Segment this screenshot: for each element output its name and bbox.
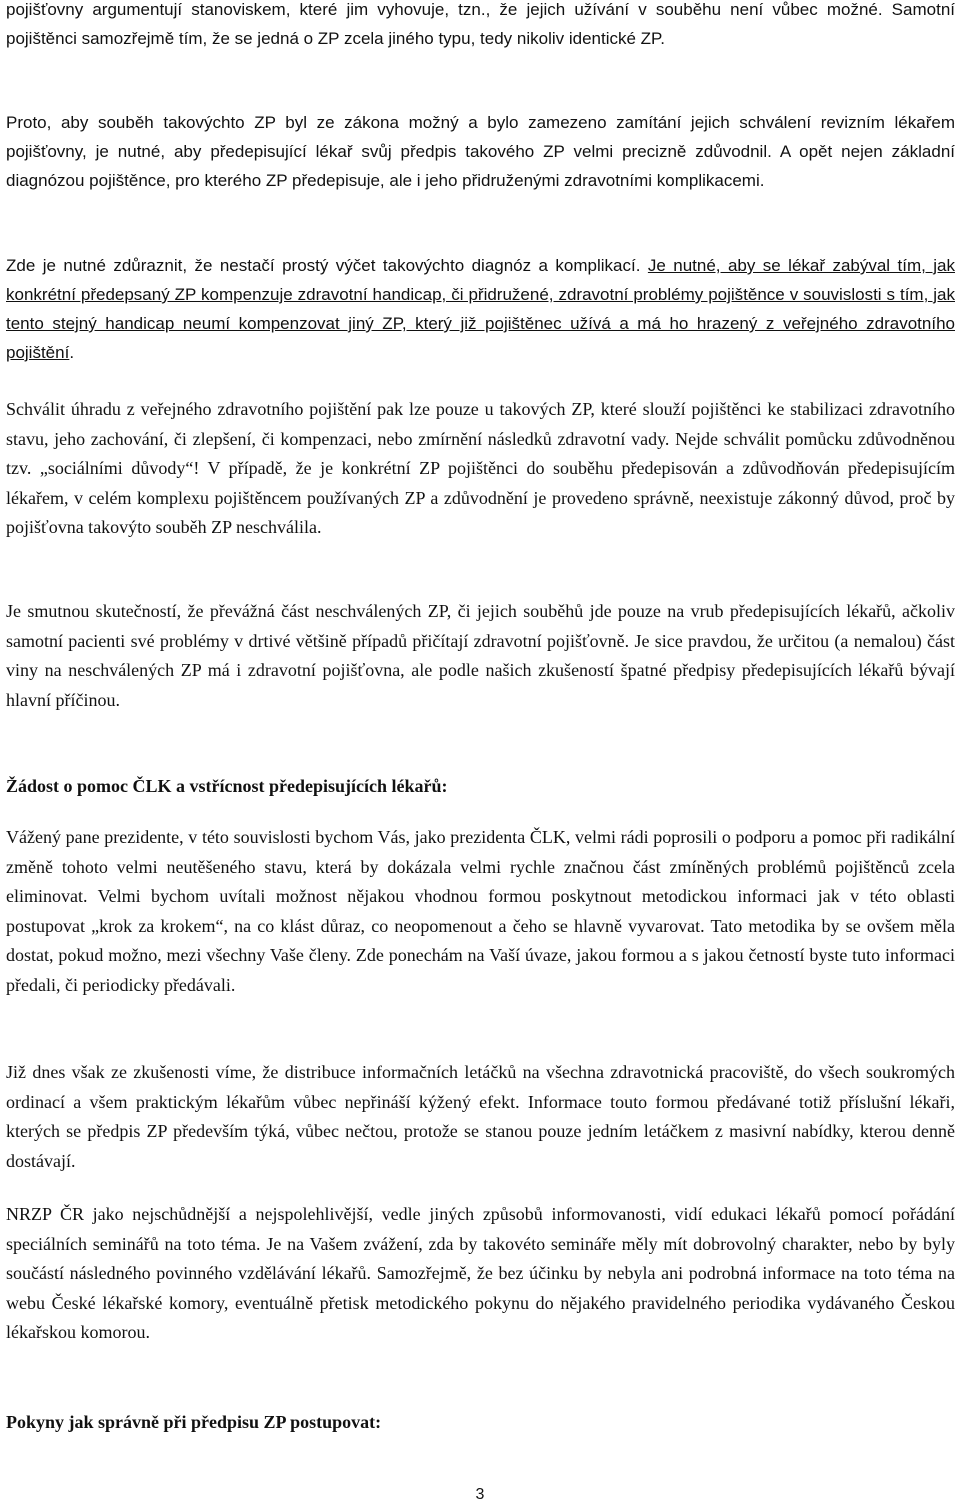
page-number: 3 xyxy=(475,1486,485,1503)
paragraph-nrzp-semináře: NRZP ČR jako nejschůdnější a nejspolehlivější, vedle jiných způsobů informovanosti, vidí edukaci lékařů pomocí pořádání speciálních seminářů na toto téma. Je na Vašem zvážení, zda by takovéto semináře měly mít dobrovolný charakter, nebo by byly součástí následného povinného vzdělávání lékařů. Samozřejmě, že bez účinku by nebyla ani podrobná informace na toto téma na webu České lékařské komory, eventuálně přetisk metodického pokynu do nějakého pravidelného periodika vydávaného Českou lékařskou komorou. xyxy=(6,1204,955,1342)
paragraph-výčet-plain: Zde je nutné zdůraznit, že nestačí prostý výčet takovýchto diagnóz a komplikací. xyxy=(6,256,648,275)
paragraph-letáčky: Již dnes však ze zkušenosti víme, že distribuce informačních letáčků na všechna zdravotnická pracoviště, do všech soukromých ordinací a všem praktickým lékařům vůbec nepřináší kýžený efekt. Informace touto formou předávané totiž příslušní lékaři, kterých se předpis ZP především týká, vůbec nečtou, protože se stanou pouze jedním letáčkem z masivní nabídky, kterou denně dostávají. xyxy=(6,1062,955,1171)
paragraph-výčet-diagnóz xyxy=(6,251,955,367)
paragraph-vážený-pane: Vážený pane prezidente, v této souvislosti bychom Vás, jako prezidenta ČLK, velmi rádi poprosili o podporu a pomoc při radikální změně tohoto velmi neutěšeného stavu, která by dokázala velmi rychle značnou část zmíněných problémů pojištěnců zcela eliminovat. Velmi bychom uvítali možnost nějakou vhodnou formou poskytnout metodickou informaci jak v této oblasti postupovat „krok za krokem“, na co klást důraz, co neopomenout a čeho se hlavně vyvarovat. Tato metodika by se ovšem měla dostat, pokud možno, mezi všechny Vaše členy. Zde ponechám na Vaší úvaze, jakou formou a s jakou četností byste tuto informaci předali, či periodicky předávali. xyxy=(6,827,955,995)
paragraph-výčet-underlined: Je nutné, aby se lékař zabýval tím, jak konkrétní předepsaný ZP kompenzuje zdravotní handicap, či přidružené, zdravotní problémy pojištěnce v souvislosti s tím, jak tento stejný handicap neumí kompenzovat jiný ZP, který již pojištěnec užívá a má ho hrazený z veřejného zdravotního pojištění xyxy=(6,256,955,362)
paragraph-souběh-zdůvodnění: Proto, aby souběh takovýchto ZP byl ze zákona možný a bylo zamezeno zamítání jejich schválení revizním lékařem pojišťovny, je nutné, aby předepisující lékař svůj předpis takového ZP velmi precizně zdůvodnil. A opět nejen základní diagnózou pojištěnce, pro kterého ZP předepisuje, ale i jeho přidruženými zdravotními komplikacemi. xyxy=(6,113,955,190)
section-heading-žádost: Žádost o pomoc ČLK a vstřícnost předepisujících lékařů: xyxy=(6,776,448,796)
paragraph-schválit-úhradu: Schválit úhradu z veřejného zdravotního pojištění pak lze pouze u takových ZP, které slouží pojištěnci ke stabilizaci zdravotního stavu, jeho zachování, či zlepšení, či kompenzaci, nebo zmírnění následků zdravotní vady. Nejde schválit pomůcku zdůvodněnou tzv. „sociálními důvody“! V případě, že je konkrétní ZP pojištěnci do souběhu předepisován a zdůvodňován předepisujícím lékařem, v celém komplexu pojištěncem používaných ZP a zdůvodnění je provedeno správně, neexistuje zákonný důvod, proč by pojišťovna takovýto souběh ZP neschválila. xyxy=(6,399,955,537)
paragraph-intro: pojišťovny argumentují stanoviskem, které jim vyhovuje, tzn., že jejich užívání v souběhu není vůbec možné. Samotní pojištěnci samozřejmě tím, že se jedná o ZP zcela jiného typu, tedy nikoliv identické ZP. xyxy=(6,0,955,48)
section-heading-pokyny: Pokyny jak správně při předpisu ZP postupovat: xyxy=(6,1412,382,1432)
paragraph-smutná-skutečnost: Je smutnou skutečností, že převážná část neschválených ZP, či jejich souběhů jde pouze na vrub předepisujících lékařů, ačkoliv samotní pacienti své problémy v drtivé většině případů přičítají zdravotní pojišťovně. Je sice pravdou, že určitou (a nemalou) část viny na neschválených ZP má i zdravotní pojišťovna, ale podle našich zkušeností špatné předpisy předepisujících lékařů bývají hlavní příčinou. xyxy=(6,601,955,710)
paragraph-výčet-end: . xyxy=(69,343,75,362)
